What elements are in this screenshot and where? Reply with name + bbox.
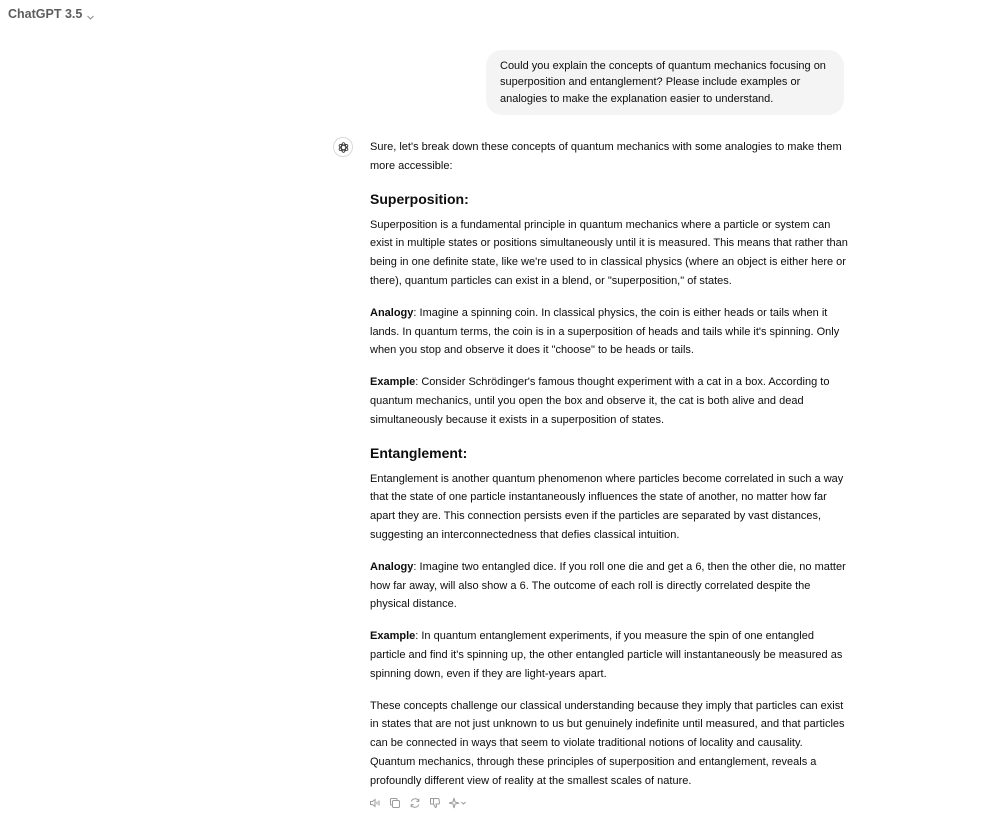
superposition-body: Superposition is a fundamental principle in quantum mechanics where a particle or system can exist in multiple states or positions simultaneously until it is measured. This means that rather than being in one definite state, like we're used to in classical physics (where an object is either here or there), quantum particles can exist in a blend, or "superposition," of states. — [370, 218, 848, 287]
superposition-example — [370, 373, 848, 429]
regenerate-icon[interactable] — [408, 796, 421, 809]
model-selector-button[interactable] — [8, 7, 95, 21]
entanglement-example — [370, 627, 848, 683]
superposition-heading: Superposition: — [370, 190, 469, 207]
user-message-bubble — [486, 50, 844, 115]
analogy-label: Analogy — [370, 306, 414, 319]
entanglement-analogy — [370, 558, 848, 614]
user-message-text: Could you explain the concepts of quantum mechanics focusing on superposition and entanglement? Please include examples or analogies to make the explanation easier to understand. — [500, 60, 826, 105]
model-name: ChatGPT 3.5 — [8, 7, 83, 21]
superposition-analogy — [370, 304, 848, 360]
thumbs-down-icon[interactable] — [428, 796, 441, 809]
example-label: Example — [370, 630, 416, 643]
example-text: : In quantum entanglement experiments, if you measure the spin of one entangled particle and find it's spinning up, the other entangled particle will instantaneously be measured as spinning down, even if they are light-years apart. — [370, 630, 843, 680]
entanglement-body: Entanglement is another quantum phenomenon where particles become correlated in such a way that the state of one particle instantaneously influences the state of another, no matter how far apart they are. This connection persists even if the particles are separated by vast distances, suggesting an interconnectedness that defies classical intuition. — [370, 472, 844, 541]
top-bar — [0, 0, 988, 30]
sparkle-model-icon[interactable] — [448, 796, 468, 809]
analogy-text: : Imagine a spinning coin. In classical physics, the coin is either heads or tails when it lands. In quantum terms, the coin is in a superposition of heads and tails while it's spinning. Only when you stop and observe it does it "choose" to be heads or tails. — [370, 306, 840, 357]
copy-icon[interactable] — [388, 796, 401, 809]
openai-logo-icon — [333, 137, 353, 157]
example-label: Example — [370, 376, 416, 389]
message-actions — [368, 796, 468, 809]
speaker-icon[interactable] — [368, 796, 381, 809]
analogy-label: Analogy — [370, 560, 414, 573]
entanglement-heading: Entanglement: — [370, 444, 468, 461]
assistant-intro: Sure, let's break down these concepts of quantum mechanics with some analogies to make them more accessible: — [370, 141, 842, 172]
chevron-down-icon — [86, 11, 95, 20]
assistant-message — [370, 138, 848, 804]
analogy-text: : Imagine two entangled dice. If you roll one die and get a 6, then the other die, no matter how far away, will also show a 6. The outcome of each roll is directly correlated despite the physical distance. — [370, 560, 846, 611]
assistant-conclusion: These concepts challenge our classical understanding because they imply that particles can exist in states that are not just unknown to us but genuinely indefinite until measured, and that particles can be connected in ways that seem to violate traditional notions of locality and causality. Quantum mechanics, through these principles of superposition and entanglement, reveals a profoundly different view of reality at the smallest scales of nature. — [370, 699, 845, 787]
example-text: : Consider Schrödinger's famous thought experiment with a cat in a box. According to quantum mechanics, until you open the box and observe it, the cat is both alive and dead simultaneously because it exists in a superposition of states. — [370, 376, 830, 426]
